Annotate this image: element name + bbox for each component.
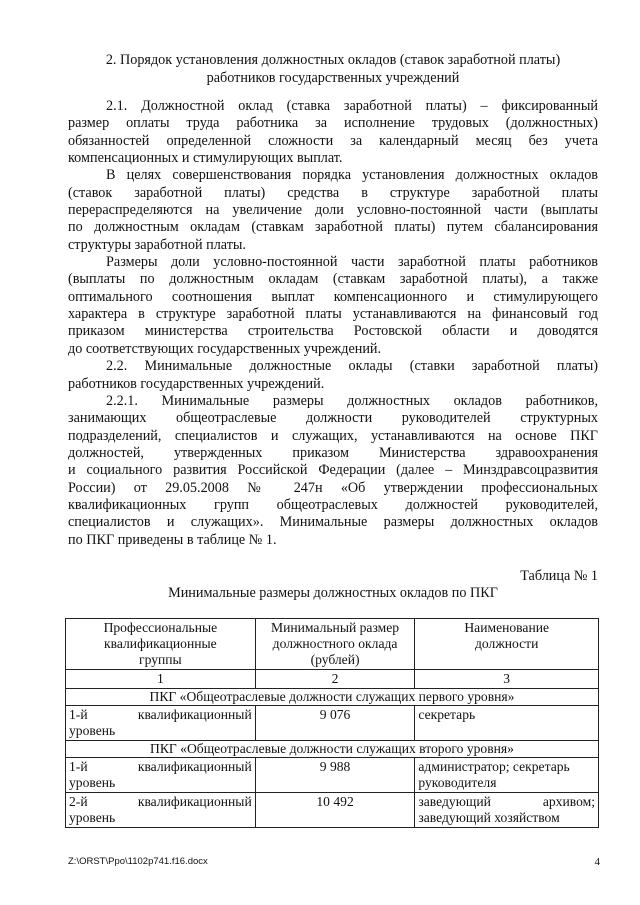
- text-line: до соответствующих государственных учреждений.: [68, 340, 382, 357]
- table-row: [66, 706, 599, 741]
- text-line: подразделений, специалистов и служащих, устанавливаются на основе ПКГ: [68, 427, 598, 444]
- position-name: [415, 758, 599, 793]
- paragraph-redistribution: [68, 167, 598, 254]
- header-position: [415, 619, 599, 670]
- level-suffix: уровень: [69, 775, 116, 790]
- level-number: 1-й: [69, 707, 88, 722]
- header-groups: [66, 619, 256, 670]
- level-word: квалификационный: [137, 794, 252, 809]
- text-line: и социального развития Российской Федерации (далее – Минздравсоцразвития: [68, 462, 598, 479]
- header-text: Наименование: [464, 620, 550, 635]
- header-text: должностного оклада: [272, 636, 398, 651]
- header-salary: [255, 619, 415, 670]
- text-line: характера в структуре заработной платы устанавливаются на финансовый год: [68, 306, 598, 323]
- paragraph-2-1: [68, 98, 598, 167]
- header-text: квалификационные: [104, 636, 217, 651]
- qualification-level: [66, 758, 256, 793]
- position-name: [415, 793, 599, 828]
- text-line: оптимального соотношения выплат компенсационного и стимулирующего: [68, 288, 598, 305]
- header-text: группы: [139, 652, 182, 667]
- table-row: [66, 793, 599, 828]
- text-line: приказом министерства строительства Ростовской области и доводятся: [68, 323, 598, 340]
- header-text: должности: [475, 636, 539, 651]
- table-label: Таблица № 1: [520, 568, 598, 584]
- text-line: специалистов и служащих». Минимальные размеры должностных окладов: [68, 514, 598, 531]
- column-number: 1: [66, 670, 256, 689]
- group1-title: ПКГ «Общеотраслевые должности служащих первого уровня»: [66, 689, 599, 706]
- footer-file-path: Z:\ORST\Ppo\1102p741.f16.docx: [68, 856, 208, 867]
- text-line: размер оплаты труда работника за исполнение трудовых (должностных): [68, 115, 598, 132]
- qualification-level: [66, 793, 256, 828]
- column-number-row: [66, 670, 599, 689]
- text-line: квалификационных групп общеотраслевых должностей руководителей,: [68, 496, 598, 513]
- position-text: заведующий архивом;: [418, 794, 595, 809]
- table-caption: Минимальные размеры должностных окладов по ПКГ: [168, 585, 498, 601]
- level-word: квалификационный: [137, 707, 252, 722]
- section-heading-line2: работников государственных учреждений: [206, 69, 460, 86]
- text-line: компенсационных и стимулирующих выплат.: [68, 150, 343, 167]
- text-line: 2.2.1. Минимальные размеры должностных окладов работников,: [106, 392, 598, 409]
- text-line: занимающих общеотраслевые должности руководителей структурных: [68, 410, 598, 427]
- text-line: 2.1. Должностной оклад (ставка заработной платы) – фиксированный: [106, 98, 598, 114]
- qualification-level: [66, 706, 256, 741]
- group-title-row: [66, 689, 599, 706]
- paragraph-2-2: [68, 358, 598, 393]
- salary-table: [65, 618, 599, 828]
- column-number: 2: [255, 670, 415, 689]
- position-text: руководителя: [418, 775, 497, 790]
- table-row: [66, 758, 599, 793]
- text-line: России) от 29.05.2008 № 247н «Об утверждении профессиональных: [68, 479, 598, 496]
- document-body: [68, 98, 598, 549]
- text-line: 2.2. Минимальные должностные оклады (ставки заработной платы): [106, 358, 598, 375]
- text-line: работников государственных учреждений.: [68, 375, 325, 392]
- position-text: заведующий хозяйством: [418, 810, 560, 825]
- position-name: [415, 706, 599, 741]
- text-line: структуры заработной платы.: [68, 236, 246, 253]
- text-line: (выплаты по должностным окладам (ставкам заработной платы), а также: [68, 271, 598, 288]
- section-heading-line1: 2. Порядок установления должностных окладов (ставок заработной платы): [105, 52, 561, 68]
- text-line: должностей, утвержденных приказом Министерства здравоохранения: [68, 444, 598, 461]
- column-number: 3: [415, 670, 599, 689]
- text-line: обязанностей определенной сложности за календарный месяц без учета: [68, 132, 598, 149]
- section-heading: [68, 52, 598, 87]
- group-title-row: [66, 741, 599, 758]
- header-text: Минимальный размер: [271, 620, 400, 635]
- text-line: по ПКГ приведены в таблице № 1.: [68, 531, 277, 548]
- level-suffix: уровень: [69, 723, 116, 738]
- text-line: В целях совершенствования порядка установления должностных окладов: [106, 167, 598, 184]
- header-text: Профессиональные: [103, 620, 218, 635]
- salary-value: 9 988: [255, 758, 415, 793]
- text-line: перераспределяются на увеличение доли условно-постоянной части (выплаты: [68, 202, 598, 219]
- text-line: по должностным окладам (ставкам заработной платы) путем сбалансирования: [68, 219, 598, 236]
- salary-value: 10 492: [255, 793, 415, 828]
- level-number: 1-й: [69, 759, 88, 774]
- paragraph-2-2-1: [68, 393, 598, 549]
- page-number: 4: [594, 856, 600, 868]
- salary-value: 9 076: [255, 706, 415, 741]
- header-text: (рублей): [310, 652, 360, 667]
- paragraph-share-sizes: [68, 254, 598, 358]
- text-line: (ставок заработной платы) средства в структуре заработной платы: [68, 184, 598, 201]
- table-header-row: [66, 619, 599, 670]
- position-text: администратор; секретарь: [418, 759, 570, 774]
- position-text: секретарь: [418, 707, 476, 722]
- level-word: квалификационный: [137, 759, 252, 774]
- level-suffix: уровень: [69, 810, 116, 825]
- text-line: Размеры доли условно-постоянной части заработной платы работников: [106, 254, 598, 271]
- level-number: 2-й: [69, 794, 88, 809]
- group2-title: ПКГ «Общеотраслевые должности служащих второго уровня»: [66, 741, 599, 758]
